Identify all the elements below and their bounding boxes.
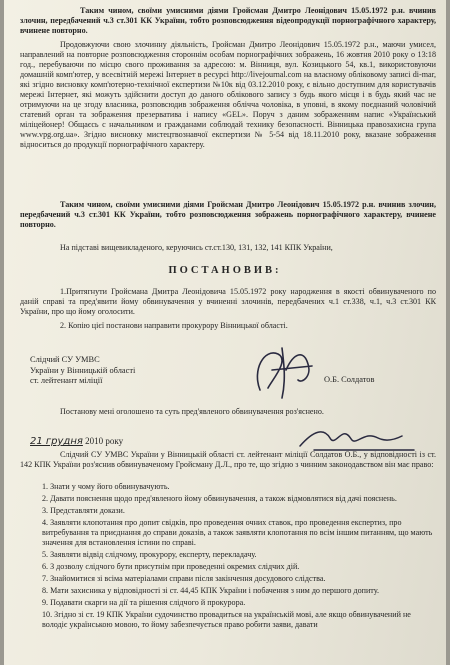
list-item: 10. Згідно зі ст. 19 КПК України судочинство провадиться на українській мові, але якщо обвинувачений не володіє українською мовою, то йому забезпечується право робити заяви, давати <box>42 610 411 629</box>
list-item: 4. Заявляти клопотання про допит свідків, про проведення очних ставок, про проведення експертиз, про витребування та приєднання до справи доказів, а також заявляти клопотання по всім іншим питанням, що мають значення для встановлення істини по справі. <box>42 518 433 547</box>
list-item: 6. З дозволу слідчого бути присутнім при проведенні окремих слідчих дій. <box>42 562 300 571</box>
paragraph-facts: Продовжуючи свою злочинну діяльність, Гройсман Дмитро Леонідович 15.05.1972 р.н., маючи умисел, направлений на повторне розповсюдження стороннім особам порнографічних зображень, 16 жовтня 2010 року о 13:18 год., перебуваючи по місцю свого проживання за адресою: м. Вінниця, вул. Козицького 54, кв.1, використовуючи домашній комп'ютер, у всесвітній мережі Інтернет в ресурсі http://livejournal.com на власному обліковому записі di-mar, які згідно висновку комп'ютерно-технічної експертизи №10к від 03.12.2010 року, є вільно доступним для користувачів мережі Інтернет, які можуть здійснити доступ до даного облікового запису з будь якого місця і в будь який час не отримуючи на це згоду власника, розповсюдив зображення облічча чоловіка, в уповні, в якому поєднаний чоловічий статевий орган та зображення презерватива і напису «GEL». Поруч з даним зображенням напис «Український міліцейонер! Общаєсь с начальником и гражданами соблюдай технику безопасності. Вінницька правозахисна група www.vpg.org.ua». Згідно висновку мистецтвознавчої експертизи № 5-54 від 18.11.2010 року, вказане зображення відноситься до продукції порнографічного характеру. <box>20 40 436 149</box>
list-item: 7. Знайомитися зі всіма матеріалами справи після закінчення досудового слідства. <box>42 574 326 583</box>
rights-intro: Слідчий СУ УМВС України у Вінницькій області ст. лейтенант міліції Солдатов О.Б., у відповідності із ст. 142 КПК України роз'яснив обвинуваченому Гройсману Д.Л., про те, що згідно з чинним законодавством він має право: <box>20 450 436 469</box>
basis-line: На підставі вищевикладеного, керуючись ст.ст.130, 131, 132, 141 КПК України, <box>60 243 333 252</box>
sign-date <box>30 436 123 447</box>
rights-list <box>42 482 436 632</box>
decree-item-1: 1.Притягнути Гройсмана Дмитра Леонідовича 15.05.1972 року народження в якості обвинуваченого по даній справі та пред'явити йому обвинувачення у вчиненні злочинів, передбачених ч.1 ст.338, ч.1, ч.3 ст.301 КК України, про що йому оголосити. <box>20 287 436 316</box>
list-item: 1. Знати у чому його обвинувачують. <box>42 482 170 491</box>
signer-line: ст. лейтенант міліції <box>30 376 103 385</box>
decree-title: ПОСТАНОВИВ: <box>168 265 282 276</box>
signer-line: Слідчий СУ УМВС <box>30 355 100 364</box>
paragraph-conclusion: Таким чином, своїми умисними діями Гройсман Дмитро Леонідович 15.05.1972 р.н. вчинив злочин, передбачений ч.3 ст.301 КК України, тобто розповсюдження зображень порнографічного характеру, вчинене повторно. <box>20 200 436 229</box>
document-page <box>4 0 446 665</box>
list-item: 3. Представляти докази. <box>42 506 125 515</box>
list-item: 5. Заявляти відвід слідчому, прокурору, експерту, перекладачу. <box>42 550 257 559</box>
investigator-signature <box>242 340 322 402</box>
header-conclusion: Таким чином, своїми умисними діями Гройсман Дмитро Леонідович 15.05.1972 р.н. вчинив злочин, передбачений ч.3 ст.301 КК України, тобто розповсюдження відеопродукції порнографічного характеру, вчинене повторно. <box>20 6 436 35</box>
list-item: 9. Подавати скарги на дії та рішення слідчого й прокурора. <box>42 598 246 607</box>
announced-line: Постанову мені оголошено та суть пред'явленого обвинувачення роз'яснено. <box>60 407 324 416</box>
list-item: 2. Давати пояснення щодо пред'явленого йому обвинувачення, а також відмовлятися від дачі пояснень. <box>42 494 397 503</box>
decree-item-2: 2. Копію цієї постанови направити прокурору Вінницької області. <box>60 321 288 330</box>
signer-line: України у Вінницькій області <box>30 365 136 375</box>
date-year: 2010 року <box>85 436 124 446</box>
list-item: 8. Мати захисника у відповідності зі ст. 44,45 КПК України і побачення з ним до першого допиту. <box>42 586 379 595</box>
signer-name: О.Б. Солдатов <box>324 375 375 384</box>
handwritten-date: 21 грудня <box>30 436 83 447</box>
signer-block <box>30 355 135 387</box>
